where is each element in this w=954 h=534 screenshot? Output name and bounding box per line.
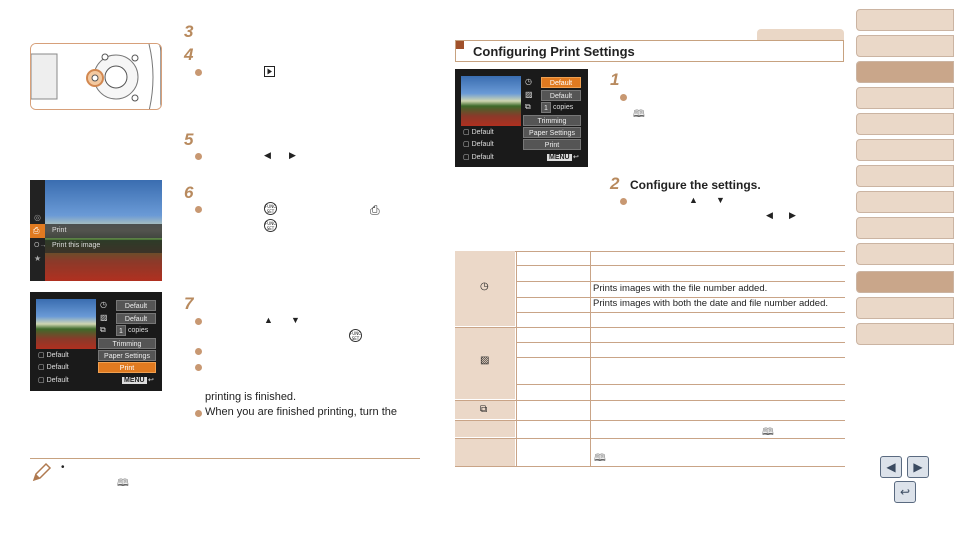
copies-icon: ⧉: [100, 325, 106, 334]
sidebar-tab[interactable]: [856, 191, 954, 213]
copies-label: copies: [128, 327, 149, 334]
date-icon: ◷: [525, 77, 532, 86]
step-number: 5: [184, 130, 194, 149]
return-icon: ↩: [573, 154, 579, 161]
left-arrow-icon: ◀: [264, 150, 271, 160]
back-button[interactable]: ↩: [894, 481, 916, 503]
book-reference-icon: 🕮: [633, 109, 645, 120]
bullet: [195, 348, 202, 355]
sidebar-tab[interactable]: [856, 297, 954, 319]
book-reference-icon: 🕮: [117, 478, 129, 489]
star-icon: ★: [34, 254, 42, 263]
bullet: [195, 364, 202, 371]
copies-label: copies: [553, 104, 574, 111]
setting-image: Default: [116, 313, 156, 324]
setting-copies: 1: [116, 325, 126, 336]
trimming-item: Trimming: [98, 338, 156, 349]
setting-row: ▢ Default: [38, 377, 69, 384]
paper-settings-item: Paper Settings: [98, 350, 156, 361]
camera-screen-print-menu: [30, 180, 162, 281]
sidebar-tab-active[interactable]: [856, 61, 954, 83]
step-number: 3: [184, 22, 194, 41]
setting-date: Default: [116, 300, 156, 311]
print-item: Print: [523, 139, 581, 150]
table-rule: [455, 400, 845, 401]
table-rule: [516, 384, 845, 385]
bullet: [195, 69, 202, 76]
setting-row: ▢ Default: [38, 364, 69, 371]
sidebar-tab[interactable]: [856, 139, 954, 161]
down-arrow-icon: ▼: [716, 195, 725, 205]
sidebar-tab[interactable]: [856, 9, 954, 31]
copies-icon: ⧉: [480, 404, 488, 415]
down-arrow-icon: ▼: [291, 315, 300, 325]
step-number: 6: [184, 183, 194, 202]
right-arrow-icon: ▶: [789, 210, 796, 220]
step-number: 2: [610, 174, 620, 193]
func-set-icon: FUNC SET: [265, 221, 277, 231]
func-set-icon: FUNC SET: [350, 331, 362, 341]
step-number: 4: [184, 45, 194, 64]
image-icon: ▨: [525, 90, 533, 99]
body-text: printing is finished.: [205, 391, 297, 403]
pencil-icon: [31, 461, 53, 483]
sidebar-tab[interactable]: [856, 165, 954, 187]
table-rule: [516, 265, 845, 266]
body-text: When you are finished printing, turn the: [205, 406, 398, 418]
print-icon: ⎙: [33, 226, 40, 235]
section-tab: [757, 29, 844, 40]
playback-icon: [264, 66, 275, 79]
table-cell: Prints images with both the date and file number added.: [593, 298, 829, 309]
section-title: Configuring Print Settings: [473, 44, 635, 59]
table-rule: [516, 342, 845, 343]
menu-badge: MENU: [124, 377, 145, 384]
menu-badge: MENU: [549, 154, 570, 161]
bullet: [195, 206, 202, 213]
note-divider: [30, 458, 420, 459]
note-bullet: •: [61, 462, 65, 473]
table-rule: [455, 327, 845, 328]
print-item: Print: [98, 362, 156, 373]
step-number: 7: [184, 294, 194, 313]
camera-illustration: [30, 43, 162, 110]
sidebar-tab[interactable]: [856, 323, 954, 345]
func-set-icon: FUNC SET: [265, 204, 277, 214]
sidebar-tab[interactable]: [856, 87, 954, 109]
sidebar-tab[interactable]: [856, 243, 954, 265]
paper-settings-item: Paper Settings: [523, 127, 581, 138]
sidebar-tab[interactable]: [856, 217, 954, 239]
table-col-divider: [590, 251, 591, 466]
image-icon: ▨: [100, 313, 108, 322]
table-bottom-border: [455, 466, 845, 467]
table-rule: [516, 281, 845, 282]
table-rule: [455, 438, 845, 439]
trimming-item: Trimming: [523, 115, 581, 126]
section-marker: [456, 41, 464, 49]
bullet: [195, 318, 202, 325]
bullet: [195, 153, 202, 160]
camera-screen-configure: [455, 69, 588, 167]
sidebar-tab-active[interactable]: [856, 271, 954, 293]
return-icon: ↩: [148, 377, 154, 384]
up-arrow-icon: ▲: [689, 195, 698, 205]
setting-row: ▢ Default: [463, 154, 494, 161]
date-icon: ◷: [480, 281, 489, 292]
prev-page-button[interactable]: ◀: [880, 456, 902, 478]
camera-screen-print-settings: [30, 292, 162, 391]
right-arrow-icon: ▶: [289, 150, 296, 160]
print-icon: ⎙: [370, 203, 380, 217]
bullet: [620, 198, 627, 205]
key-icon: O→: [34, 242, 47, 249]
next-page-button[interactable]: ▶: [907, 456, 929, 478]
table-col-divider: [516, 251, 517, 466]
bullet: [195, 410, 202, 417]
table-cell: Prints images with the file number added.: [593, 283, 768, 294]
left-arrow-icon: ◀: [766, 210, 773, 220]
up-arrow-icon: ▲: [264, 315, 273, 325]
setting-row: ▢ Default: [38, 352, 69, 359]
setting-row: ▢ Default: [463, 141, 494, 148]
image-icon: ▨: [480, 355, 490, 366]
book-reference-icon: 🕮: [594, 453, 606, 464]
table-rule: [516, 357, 845, 358]
table-rule: [516, 312, 845, 313]
menu-icon: ◎: [34, 213, 41, 222]
section-header: [455, 40, 844, 62]
setting-copies: 1: [541, 102, 551, 113]
step-heading: Configure the settings.: [630, 178, 761, 192]
table-rule: [455, 420, 845, 421]
copies-icon: ⧉: [525, 102, 531, 111]
bullet: [620, 94, 627, 101]
step-number: 1: [610, 70, 620, 89]
menu-item-description: Print this image: [52, 242, 101, 249]
menu-item-print: Print: [52, 227, 67, 234]
date-icon: ◷: [100, 300, 107, 309]
book-reference-icon: 🕮: [762, 427, 774, 438]
setting-date: Default: [541, 77, 581, 88]
sidebar-tab[interactable]: [856, 113, 954, 135]
setting-image: Default: [541, 90, 581, 101]
sidebar-tab[interactable]: [856, 35, 954, 57]
setting-row: ▢ Default: [463, 129, 494, 136]
table-first-column: [455, 251, 515, 466]
